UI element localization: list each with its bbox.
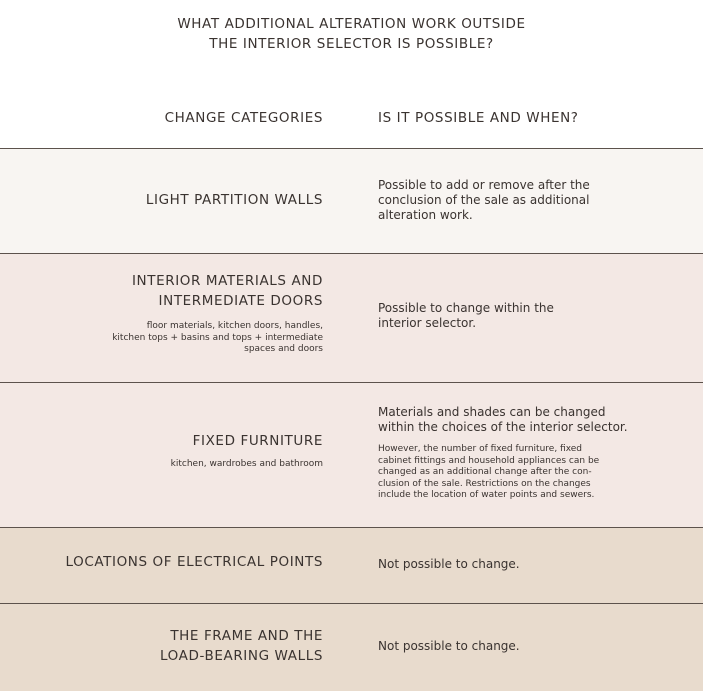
category-name: LOCATIONS OF ELECTRICAL POINTS — [65, 554, 323, 570]
table-row — [0, 382, 703, 527]
table-row — [0, 148, 703, 253]
answer-line: alteration work. — [378, 208, 473, 222]
answer-cell — [378, 639, 668, 654]
page-title — [0, 14, 703, 54]
table-row — [0, 603, 703, 691]
category-cell — [171, 431, 323, 471]
answer-note: However, the number of fixed furniture, fixed cabinet fittings and household appliances can be changed as an additional change after the con- clusion of the sale. Restrictions on the changes include the location of water points and sewers. — [378, 444, 600, 500]
category-cell — [112, 271, 323, 356]
answer-line: within the choices of the interior selector. — [378, 420, 628, 434]
category-cell — [146, 190, 323, 210]
answer-line: Possible to add or remove after the — [378, 178, 590, 192]
answer-cell — [378, 301, 668, 331]
answer-cell — [378, 405, 678, 502]
table-row — [0, 253, 703, 382]
answer-line: interior selector. — [378, 316, 477, 330]
title-line-1: WHAT ADDITIONAL ALTERATION WORK OUTSIDE — [177, 16, 526, 32]
answer-cell — [378, 178, 668, 223]
title-line-2: THE INTERIOR SELECTOR IS POSSIBLE? — [209, 36, 494, 52]
category-details: kitchen, wardrobes and bathroom — [170, 459, 323, 469]
category-name: FIXED FURNITURE — [192, 433, 323, 449]
answer-line: Not possible to change. — [378, 557, 520, 571]
column-header-categories: CHANGE CATEGORIES — [164, 110, 323, 126]
answer-line: Not possible to change. — [378, 639, 520, 653]
category-name: LOAD-BEARING WALLS — [160, 648, 323, 664]
category-cell — [65, 552, 323, 572]
category-name: INTERMEDIATE DOORS — [158, 293, 323, 309]
answer-line: Possible to change within the — [378, 301, 554, 315]
category-name: INTERIOR MATERIALS AND — [131, 273, 323, 289]
category-name: LIGHT PARTITION WALLS — [145, 192, 323, 208]
answer-line: conclusion of the sale as additional — [378, 193, 590, 207]
table-row — [0, 527, 703, 603]
answer-line: Materials and shades can be changed — [378, 405, 606, 419]
category-cell — [160, 626, 323, 666]
category-name: THE FRAME AND THE — [170, 628, 323, 644]
category-details: floor materials, kitchen doors, handles, kitchen tops + basins and tops + intermediate spaces and doors — [112, 321, 323, 354]
column-header-possibility: IS IT POSSIBLE AND WHEN? — [378, 110, 579, 126]
answer-cell — [378, 557, 668, 572]
